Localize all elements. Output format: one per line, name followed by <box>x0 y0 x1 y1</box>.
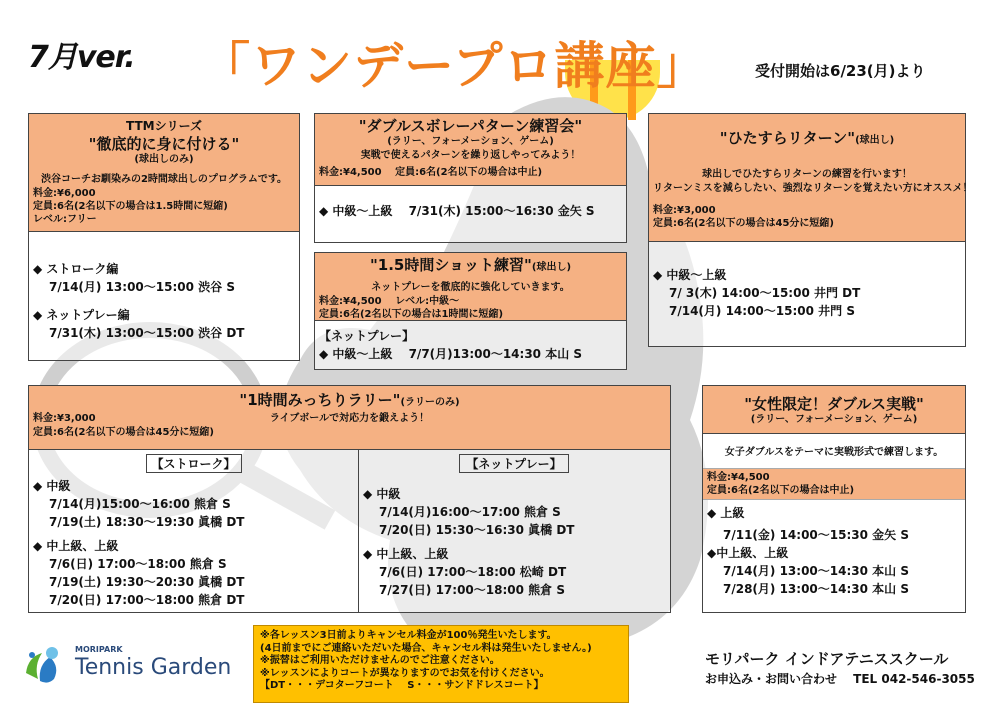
course-fee: 料金:¥3,000 <box>653 205 716 216</box>
schedule-line: ◆ 中級～上級 7/31(木) 15:00～16:30 金矢 S <box>319 204 595 218</box>
schedule-section: ◆ 中上級、上級 <box>363 547 449 561</box>
course-subtitle: (ラリー、フォーメーション、ゲーム) <box>750 414 918 425</box>
rally-netplay-column <box>359 450 669 612</box>
notice-line: 【DT・・・デコターフコート S・・・サンドドレスコート】 <box>260 680 544 691</box>
course-desc: 女子ダブルスをテーマに実戦形式で練習します。 <box>724 447 944 458</box>
course-desc: 実戦で使えるパターンを繰り返しやってみよう！ <box>360 150 581 161</box>
tennis-garden-logo <box>20 635 232 690</box>
course-fee: 料金:¥4,500 <box>707 472 770 483</box>
schedule-line: 7/11(金) 14:00～15:30 金矢 S <box>723 528 909 542</box>
course-header <box>649 114 973 242</box>
course-fee: 料金:¥6,000 <box>33 188 96 199</box>
schedule-line: 7/20(日) 15:30～16:30 眞橋 DT <box>379 523 575 537</box>
course-title: "1.5時間ショット練習"(球出し) <box>369 256 572 274</box>
course-box-shot <box>314 252 627 370</box>
schedule-line: 7/19(土) 18:30～19:30 眞橋 DT <box>49 515 245 529</box>
schedule-section: 【ネットプレー】 <box>319 329 415 343</box>
course-subtitle: (球出しのみ) <box>134 154 194 165</box>
course-fee-band <box>703 468 965 500</box>
schedule-section: ◆ ストローク編 <box>33 262 119 276</box>
schedule-line: ◆ 中級～上級 7/7(月)13:00～14:30 本山 S <box>319 347 583 361</box>
logo-name-text: Tennis Garden <box>75 655 232 680</box>
course-fee-capacity: 料金:¥4,500 定員:6名(2名以下の場合は中止) <box>319 167 543 178</box>
course-desc: ライブボールで対応力を鍛えよう！ <box>269 413 430 424</box>
course-level: レベル:フリー <box>33 214 97 225</box>
reception-start: 受付開始は6/23(月)より <box>755 62 926 80</box>
course-desc: ネットプレーを徹底的に強化していきます。 <box>371 282 570 293</box>
notice-line: ※レッスンによりコートが異なりますのでお気を付けください。 <box>260 667 550 679</box>
course-box-volley <box>314 113 627 243</box>
schedule-line: 7/ 3(木) 14:00～15:00 井門 DT <box>669 286 861 300</box>
month-version: 7月ver. <box>28 40 135 75</box>
course-title: "女性限定！ダブルス実戦" <box>744 395 924 413</box>
page-title: 「ワンデープロ講座」 <box>200 37 708 95</box>
column-heading: 【ネットプレー】 <box>459 454 569 473</box>
course-box-ttm <box>28 113 300 361</box>
schedule-section: ◆ 中級～上級 <box>653 268 727 282</box>
notice-box <box>253 625 629 703</box>
course-box-women <box>702 385 966 613</box>
schedule-line: 7/14(月) 14:00～15:00 井門 S <box>669 304 855 318</box>
schedule-section: ◆ ネットプレー編 <box>33 308 130 322</box>
course-desc: 渋谷コーチお馴染みの2時間球出しのプログラムです。 <box>40 174 288 185</box>
column-heading: 【ストローク】 <box>146 454 242 473</box>
course-box-rally <box>28 385 671 613</box>
schedule-line: 7/27(日) 17:00～18:00 熊倉 S <box>379 583 565 597</box>
course-desc: リターンミスを減らしたい、強烈なリターンを覚えたい方にオススメ！ <box>653 183 973 194</box>
course-header <box>29 386 670 450</box>
notice-line: ※振替はご利用いただけませんのでご注意ください。 <box>260 655 500 666</box>
rally-stroke-column <box>29 450 359 612</box>
schedule-section: ◆ 中上級、上級 <box>33 539 119 553</box>
series-label: TTMシリーズ <box>126 119 202 133</box>
schedule-line: 7/28(月) 13:00～14:30 本山 S <box>723 582 909 596</box>
course-title: "ひたすらリターン"(球出し) <box>719 129 895 147</box>
course-header <box>29 114 299 232</box>
schedule-section: ◆ 中級 <box>363 487 401 501</box>
course-box-return <box>648 113 973 347</box>
course-capacity: 定員:6名(2名以下の場合は1時間に短縮) <box>319 309 504 320</box>
course-header <box>315 114 626 186</box>
course-fee-level: 料金:¥4,500 レベル:中級～ <box>319 296 460 307</box>
school-name: モリパーク インドアテニススクール <box>705 650 949 668</box>
schedule-line: 7/6(日) 17:00～18:00 松崎 DT <box>379 565 567 579</box>
notice-line: (4日前までにご連絡いただいた場合、キャンセル料は発生いたしません。) <box>260 642 592 654</box>
course-capacity: 定員:6名(2名以下の場合は1.5時間に短縮) <box>33 201 228 212</box>
schedule-line: 7/14(月) 13:00～15:00 渋谷 S <box>49 280 235 294</box>
course-capacity: 定員:6名(2名以下の場合は45分に短縮) <box>33 427 214 438</box>
course-desc: 球出しでひたすらリターンの練習を行います！ <box>702 169 912 180</box>
course-capacity: 定員:6名(2名以下の場合は中止) <box>707 485 855 496</box>
schedule-line: 7/14(月)16:00～17:00 熊倉 S <box>379 505 561 519</box>
logo-mark-icon <box>20 643 66 689</box>
schedule-line: 7/19(土) 19:30～20:30 眞橋 DT <box>49 575 245 589</box>
course-title: "ダブルスボレーパターン練習会" <box>358 117 583 135</box>
logo-small-text: MORIPARK <box>75 645 123 654</box>
schedule-line: 7/6(日) 17:00～18:00 熊倉 S <box>49 557 227 571</box>
course-header <box>315 253 626 321</box>
notice-line: ※各レッスン3日前よりキャンセル料金が100％発生いたします。 <box>260 630 557 641</box>
contact-line: お申込み・お問い合わせ TEL 042-546-3055 <box>705 672 975 686</box>
course-capacity: 定員:6名(2名以下の場合は45分に短縮) <box>653 218 834 229</box>
schedule-line: 7/31(木) 13:00～15:00 渋谷 DT <box>49 326 245 340</box>
course-title: "1時間みっちりラリー"(ラリーのみ) <box>239 391 460 409</box>
schedule-line: 7/14(月) 13:00～14:30 本山 S <box>723 564 909 578</box>
schedule-line: 7/14(月)15:00～16:00 熊倉 S <box>49 497 231 511</box>
schedule-section: ◆ 中級 <box>33 479 71 493</box>
schedule-line: 7/20(日) 17:00～18:00 熊倉 DT <box>49 593 245 607</box>
course-subtitle: (ラリー、フォーメーション、ゲーム) <box>387 136 554 147</box>
course-title: "徹底的に身に付ける" <box>88 135 240 153</box>
schedule-section: ◆中上級、上級 <box>707 546 789 560</box>
course-fee: 料金:¥3,000 <box>33 413 96 424</box>
schedule-section: ◆ 上級 <box>707 506 745 520</box>
course-header <box>703 386 965 434</box>
